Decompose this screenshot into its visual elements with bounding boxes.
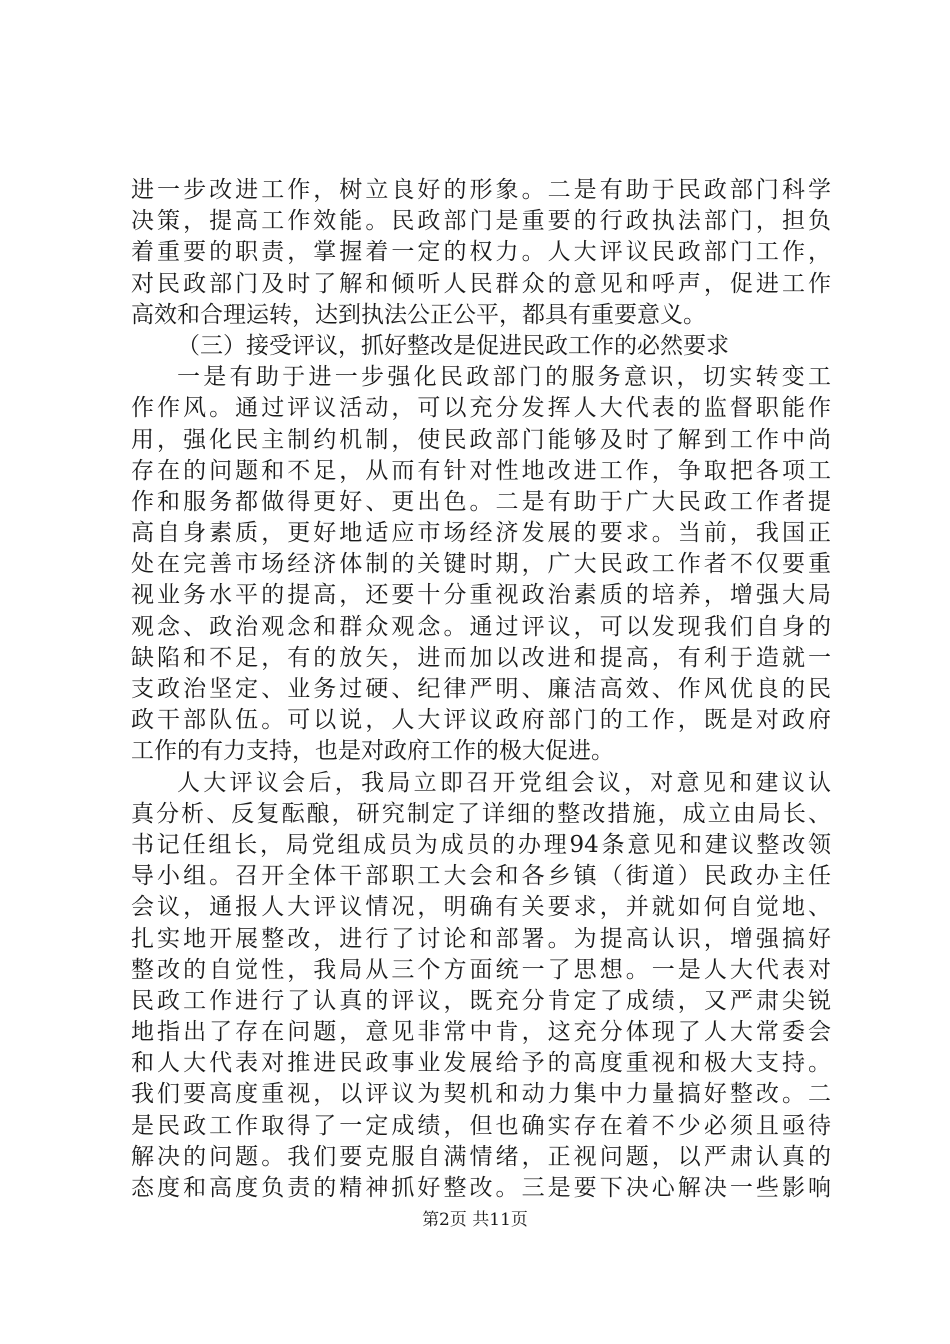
document-body [131, 175, 831, 1204]
text-line: 视业务水平的提高，还要十分重视政治素质的培养，增强大局 [131, 582, 831, 609]
text-line: 是民政工作取得了一定成绩，但也确实存在着不少必须且亟待 [131, 1112, 831, 1139]
text-line: 和人大代表对推进民政事业发展给予的高度重视和极大支持。 [131, 1050, 831, 1077]
text-line: 处在完善市场经济体制的关键时期，广大民政工作者不仅要重 [131, 551, 831, 578]
text-line: （三）接受评议，抓好整改是促进民政工作的必然要求 [177, 332, 729, 359]
text-line: 整改的自觉性，我局从三个方面统一了思想。一是人大代表对 [131, 956, 831, 983]
text-line: 会议，通报人大评议情况，明确有关要求，并就如何自觉地、 [131, 894, 831, 921]
text-line: 导小组。召开全体干部职工大会和各乡镇（街道）民政办主任 [131, 863, 831, 890]
text-line: 决策，提高工作效能。民政部门是重要的行政执法部门，担负 [131, 208, 831, 235]
text-line: 我们要高度重视，以评议为契机和动力集中力量搞好整改。二 [131, 1081, 831, 1108]
text-line: 存在的问题和不足，从而有针对性地改进工作，争取把各项工 [131, 457, 831, 484]
text-line: 高自身素质，更好地适应市场经济发展的要求。当前，我国正 [131, 520, 831, 547]
text-line: 工作的有力支持，也是对政府工作的极大促进。 [131, 738, 614, 765]
text-line: 真分析、反复酝酿，研究制定了详细的整改措施，成立由局长、 [131, 800, 831, 827]
text-line: 着重要的职责，掌握着一定的权力。人大评议民政部门工作， [131, 239, 831, 266]
text-line: 地指出了存在问题，意见非常中肯，这充分体现了人大常委会 [131, 1019, 831, 1046]
page-number: 第2页 共11页 [422, 1210, 528, 1230]
text-line: 对民政部门及时了解和倾听人民群众的意见和呼声，促进工作 [131, 270, 831, 297]
text-line: 民政工作进行了认真的评议，既充分肯定了成绩，又严肃尖锐 [131, 987, 831, 1014]
text-line: 态度和高度负责的精神抓好整改。三是要下决心解决一些影响 [131, 1175, 831, 1201]
text-line: 政干部队伍。可以说，人大评议政府部门的工作，既是对政府 [131, 707, 831, 734]
page-footer [0, 1208, 950, 1232]
text-line: 进一步改进工作，树立良好的形象。二是有助于民政部门科学 [131, 177, 831, 203]
text-line: 高效和合理运转，达到执法公正公平，都具有重要意义。 [131, 301, 706, 328]
text-line: 一是有助于进一步强化民政部门的服务意识，切实转变工 [177, 364, 831, 391]
text-line: 用，强化民主制约机制，使民政部门能够及时了解到工作中尚 [131, 426, 831, 453]
text-line: 支政治坚定、业务过硬、纪律严明、廉洁高效、作风优良的民 [131, 676, 831, 702]
text-line: 扎实地开展整改，进行了讨论和部署。为提高认识，增强搞好 [131, 925, 831, 952]
text-line: 作作风。通过评议活动，可以充分发挥人大代表的监督职能作 [131, 395, 831, 422]
text-line: 人大评议会后，我局立即召开党组会议，对意见和建议认 [177, 769, 831, 796]
text-line: 书记任组长，局党组成员为成员的办理94条意见和建议整改领 [131, 831, 831, 858]
text-line: 解决的问题。我们要克服自满情绪，正视问题，以严肃认真的 [131, 1143, 831, 1170]
text-line: 缺陷和不足，有的放矢，进而加以改进和提高，有利于造就一 [131, 644, 831, 671]
text-line: 作和服务都做得更好、更出色。二是有助于广大民政工作者提 [131, 488, 831, 515]
text-line: 观念、政治观念和群众观念。通过评议，可以发现我们自身的 [131, 613, 831, 640]
